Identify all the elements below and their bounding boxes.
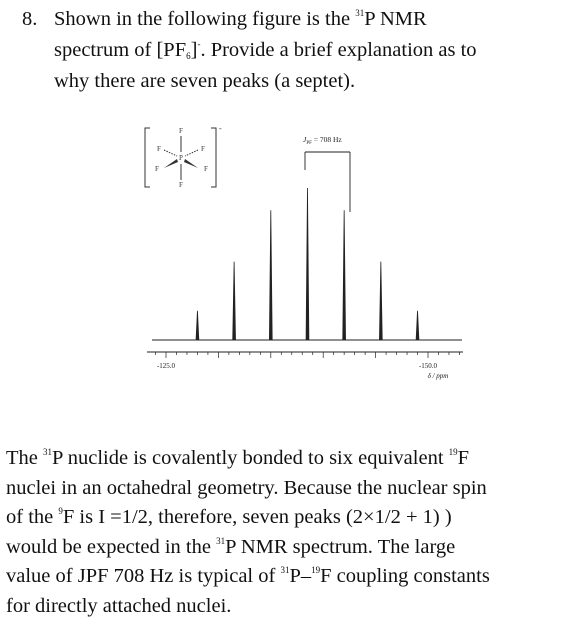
coupling-sub: PF — [306, 141, 312, 146]
answer-line-5: value of JPF 708 Hz is typical of $^{31}$P–$^{19}$F coupling constants — [6, 565, 490, 587]
septet-peak — [196, 311, 199, 340]
answer-line-4: would be expected in the $^{31}$P NMR spectrum. The large — [6, 535, 456, 558]
tick-label-right: -150.0 — [418, 362, 438, 370]
atom-f-upper-left: F — [157, 145, 161, 153]
septet-peak — [233, 262, 236, 340]
septet-peaks — [196, 188, 419, 340]
answer-text — [6, 444, 576, 621]
atom-f-lower-left: F — [155, 165, 159, 173]
septet-peak — [416, 311, 419, 340]
x-axis-label: δ / ppm — [427, 372, 449, 380]
question-line-3: why there are seven peaks (a septet). — [54, 70, 356, 92]
septet-peak — [343, 210, 346, 340]
septet-peak — [379, 262, 382, 340]
atom-f-top: F — [179, 127, 183, 135]
answer-line-6: for directly attached nuclei. — [6, 594, 232, 617]
spectrum — [152, 188, 462, 340]
x-axis-ticks — [156, 352, 460, 358]
x-axis — [147, 352, 463, 380]
atom-f-lower-right: F — [204, 165, 208, 173]
question-line-1: 8. Shown in the following figure is the $^{31}$P NMR — [22, 8, 427, 30]
question-number: 8. — [22, 8, 38, 30]
pf6-structure — [145, 124, 222, 189]
atom-f-upper-right: F — [201, 145, 205, 153]
coupling-j: J — [303, 135, 307, 144]
septet-peak — [306, 188, 309, 340]
svg-text:JPF = 708 Hz — [303, 135, 342, 146]
question-line-2: spectrum of $[PF_6]^-$. Provide a brief explanation as to — [54, 39, 477, 61]
answer-line-1: The $^{31}$P nuclide is covalently bonded to six equivalent $^{19}$F — [6, 447, 470, 469]
tick-label-left: -125.0 — [156, 362, 176, 370]
atom-p: P — [179, 154, 183, 162]
coupling-value: = 708 Hz — [311, 135, 342, 144]
septet-peak — [269, 210, 272, 340]
atom-f-bottom: F — [179, 181, 183, 189]
coupling-annotation — [303, 135, 350, 212]
structure-charge: - — [219, 124, 222, 133]
answer-line-3: of the $^9$F is I =1/2, therefore, seven peaks (2×1/2 + 1) ) — [6, 506, 452, 528]
answer-line-2: nuclei in an octahedral geometry. Because the nuclear spin — [6, 476, 487, 499]
